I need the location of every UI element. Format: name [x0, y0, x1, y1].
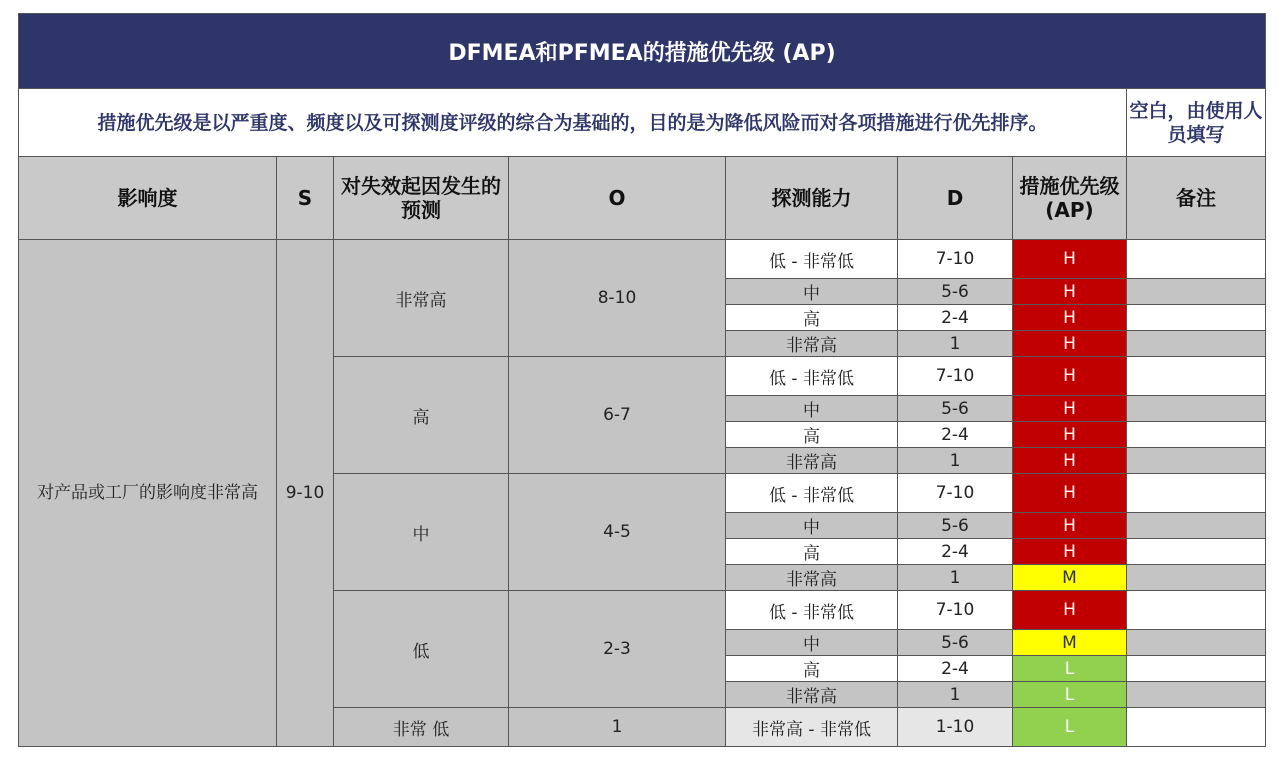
- ap-cell: L: [1013, 656, 1127, 682]
- ap-cell: L: [1013, 708, 1127, 747]
- detect-cell: 中: [726, 630, 898, 656]
- ap-cell: M: [1013, 630, 1127, 656]
- o-cell: 2-3: [509, 591, 726, 708]
- table-title: DFMEA和PFMEA的措施优先级 (AP): [19, 14, 1266, 89]
- o-cell: 6-7: [509, 357, 726, 474]
- effect-cell: 对产品或工厂的影响度非常高: [19, 240, 277, 747]
- ap-cell: H: [1013, 357, 1127, 396]
- detect-cell: 低 - 非常低: [726, 474, 898, 513]
- d-cell: 2-4: [898, 422, 1013, 448]
- remark-cell[interactable]: [1127, 513, 1266, 539]
- intro-text: 措施优先级是以严重度、频度以及可探测度评级的综合为基础的，目的是为降低风险而对各项措施进行优先排序。: [19, 89, 1127, 157]
- detect-cell: 非常高: [726, 565, 898, 591]
- remark-cell[interactable]: [1127, 331, 1266, 357]
- ap-cell: H: [1013, 305, 1127, 331]
- o-cell: 4-5: [509, 474, 726, 591]
- detect-cell: 非常高: [726, 331, 898, 357]
- detect-cell: 非常高: [726, 682, 898, 708]
- remark-cell[interactable]: [1127, 279, 1266, 305]
- remark-cell[interactable]: [1127, 474, 1266, 513]
- remark-cell[interactable]: [1127, 708, 1266, 747]
- ap-cell: H: [1013, 539, 1127, 565]
- detect-cell: 高: [726, 539, 898, 565]
- header-d: D: [898, 157, 1013, 240]
- ap-cell: M: [1013, 565, 1127, 591]
- ap-cell: H: [1013, 279, 1127, 305]
- o-cell: 1: [509, 708, 726, 747]
- remark-cell[interactable]: [1127, 591, 1266, 630]
- d-cell: 1-10: [898, 708, 1013, 747]
- detect-cell: 低 - 非常低: [726, 591, 898, 630]
- detect-cell: 低 - 非常低: [726, 357, 898, 396]
- detect-cell: 高: [726, 422, 898, 448]
- ap-cell: H: [1013, 591, 1127, 630]
- ap-cell: L: [1013, 682, 1127, 708]
- d-cell: 7-10: [898, 240, 1013, 279]
- remark-cell[interactable]: [1127, 539, 1266, 565]
- ap-cell: H: [1013, 422, 1127, 448]
- ap-cell: H: [1013, 513, 1127, 539]
- remark-cell[interactable]: [1127, 630, 1266, 656]
- detect-cell: 中: [726, 513, 898, 539]
- d-cell: 1: [898, 331, 1013, 357]
- header-effect: 影响度: [19, 157, 277, 240]
- d-cell: 5-6: [898, 279, 1013, 305]
- d-cell: 5-6: [898, 396, 1013, 422]
- ap-cell: H: [1013, 240, 1127, 279]
- ap-table-container: [18, 13, 1265, 747]
- header-cause: 对失效起因发生的预测: [334, 157, 509, 240]
- d-cell: 7-10: [898, 591, 1013, 630]
- detect-cell: 中: [726, 279, 898, 305]
- ap-cell: H: [1013, 448, 1127, 474]
- detect-cell: 低 - 非常低: [726, 240, 898, 279]
- s-cell: 9-10: [277, 240, 334, 747]
- ap-cell: H: [1013, 331, 1127, 357]
- remark-cell[interactable]: [1127, 396, 1266, 422]
- o-cell: 8-10: [509, 240, 726, 357]
- header-o: O: [509, 157, 726, 240]
- detect-cell: 中: [726, 396, 898, 422]
- d-cell: 2-4: [898, 539, 1013, 565]
- d-cell: 1: [898, 565, 1013, 591]
- remark-cell[interactable]: [1127, 656, 1266, 682]
- d-cell: 2-4: [898, 656, 1013, 682]
- cause-cell: 非常 低: [334, 708, 509, 747]
- header-detect: 探测能力: [726, 157, 898, 240]
- d-cell: 5-6: [898, 630, 1013, 656]
- cause-cell: 中: [334, 474, 509, 591]
- d-cell: 5-6: [898, 513, 1013, 539]
- header-s: S: [277, 157, 334, 240]
- table-row: [19, 240, 1266, 279]
- d-cell: 1: [898, 682, 1013, 708]
- d-cell: 1: [898, 448, 1013, 474]
- remark-cell[interactable]: [1127, 357, 1266, 396]
- cause-cell: 高: [334, 357, 509, 474]
- header-ap: 措施优先级 (AP): [1013, 157, 1127, 240]
- remark-cell[interactable]: [1127, 565, 1266, 591]
- cause-cell: 低: [334, 591, 509, 708]
- d-cell: 7-10: [898, 357, 1013, 396]
- note-header: 空白，由使用人员填写: [1127, 89, 1266, 157]
- detect-cell: 非常高 - 非常低: [726, 708, 898, 747]
- detect-cell: 高: [726, 305, 898, 331]
- detect-cell: 高: [726, 656, 898, 682]
- ap-cell: H: [1013, 474, 1127, 513]
- remark-cell[interactable]: [1127, 448, 1266, 474]
- remark-cell[interactable]: [1127, 240, 1266, 279]
- cause-cell: 非常高: [334, 240, 509, 357]
- ap-table: [18, 13, 1266, 747]
- d-cell: 7-10: [898, 474, 1013, 513]
- header-remark: 备注: [1127, 157, 1266, 240]
- remark-cell[interactable]: [1127, 422, 1266, 448]
- remark-cell[interactable]: [1127, 305, 1266, 331]
- remark-cell[interactable]: [1127, 682, 1266, 708]
- d-cell: 2-4: [898, 305, 1013, 331]
- detect-cell: 非常高: [726, 448, 898, 474]
- ap-cell: H: [1013, 396, 1127, 422]
